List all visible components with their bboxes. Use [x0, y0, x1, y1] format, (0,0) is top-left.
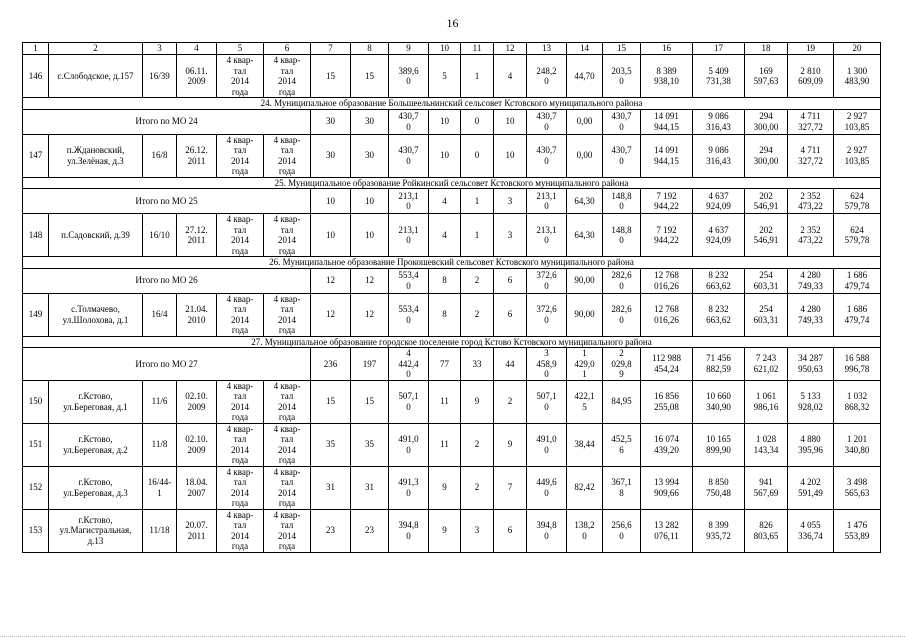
data-cell-col-5: 4 квар- тал 2014 года — [217, 55, 264, 98]
total-cell-col-9: 213,1 0 — [389, 189, 429, 214]
row-153 — [23, 509, 881, 552]
data-cell-col-9: 430,7 0 — [389, 134, 429, 177]
data-cell-col-18: 826 803,65 — [745, 509, 788, 552]
data-cell-col-10: 8 — [429, 293, 461, 336]
total-cell-col-15: 282,6 0 — [603, 268, 641, 293]
data-cell-col-15: 430,7 0 — [603, 134, 641, 177]
data-cell-col-13: 491,0 0 — [527, 423, 567, 466]
total-cell-col-10: 10 — [429, 109, 461, 134]
data-cell-col-15: 84,95 — [603, 380, 641, 423]
section-heading: 25. Муниципальное образование Ройкинский сельсовет Кстовского муниципального района — [23, 177, 881, 189]
data-cell-col-4: 18.04. 2007 — [177, 466, 217, 509]
row-152 — [23, 466, 881, 509]
data-cell-col-7: 15 — [311, 55, 351, 98]
total-cell-col-16: 14 091 944,15 — [641, 109, 693, 134]
data-cell-col-5: 4 квар- тал 2014 года — [217, 380, 264, 423]
data-cell-col-14: 64,30 — [567, 214, 603, 257]
data-cell-col-11: 9 — [461, 380, 494, 423]
data-cell-col-11: 2 — [461, 466, 494, 509]
total-cell-col-13: 3 458,9 0 — [527, 348, 567, 381]
data-cell-col-4: 27.12. 2011 — [177, 214, 217, 257]
data-cell-col-7: 35 — [311, 423, 351, 466]
total-cell-col-9: 553,4 0 — [389, 268, 429, 293]
data-cell-col-16: 13 282 076,11 — [641, 509, 693, 552]
row-151 — [23, 423, 881, 466]
row-150 — [23, 380, 881, 423]
data-cell-col-17: 10 165 899,90 — [693, 423, 745, 466]
table-body — [23, 43, 881, 553]
total-cell-col-7: 10 — [311, 189, 351, 214]
data-cell-col-16: 8 389 938,10 — [641, 55, 693, 98]
address-cell: с.Толмачево, ул.Шолохова, д.1 — [49, 293, 143, 336]
total-label: Итого по МО 27 — [23, 348, 311, 381]
total-cell-col-19: 4 711 327,72 — [788, 109, 834, 134]
total-cell-col-19: 2 352 473,22 — [788, 189, 834, 214]
row-number-cell: 153 — [23, 509, 49, 552]
data-cell-col-7: 23 — [311, 509, 351, 552]
data-cell-col-18: 169 597,63 — [745, 55, 788, 98]
data-cell-col-12: 9 — [494, 423, 527, 466]
data-cell-col-6: 4 квар- тал 2014 года — [264, 423, 311, 466]
data-cell-col-5: 4 квар- тал 2014 года — [217, 293, 264, 336]
data-cell-col-17: 4 637 924,09 — [693, 214, 745, 257]
address-cell: п.Садовский, д.39 — [49, 214, 143, 257]
data-cell-col-20: 1 300 483,90 — [834, 55, 881, 98]
data-cell-col-13: 394,8 0 — [527, 509, 567, 552]
data-cell-col-6: 4 квар- тал 2014 года — [264, 293, 311, 336]
data-cell-col-10: 4 — [429, 214, 461, 257]
data-cell-col-19: 4 711 327,72 — [788, 134, 834, 177]
data-cell-col-3: 11/6 — [143, 380, 177, 423]
data-cell-col-12: 3 — [494, 214, 527, 257]
data-cell-col-10: 9 — [429, 466, 461, 509]
total-cell-col-18: 202 546,91 — [745, 189, 788, 214]
data-cell-col-7: 10 — [311, 214, 351, 257]
row-147 — [23, 134, 881, 177]
total-cell-col-8: 12 — [351, 268, 389, 293]
row-146 — [23, 55, 881, 98]
total-cell-col-10: 8 — [429, 268, 461, 293]
data-cell-col-19: 2 810 609,09 — [788, 55, 834, 98]
section-heading: 24. Муниципальное образование Большеельнинский сельсовет Кстовского муниципального района — [23, 98, 881, 110]
data-cell-col-10: 10 — [429, 134, 461, 177]
data-cell-col-12: 10 — [494, 134, 527, 177]
total-cell-col-16: 7 192 944,22 — [641, 189, 693, 214]
data-cell-col-3: 16/10 — [143, 214, 177, 257]
data-cell-col-14: 0,00 — [567, 134, 603, 177]
data-cell-col-13: 248,2 0 — [527, 55, 567, 98]
data-cell-col-14: 90,00 — [567, 293, 603, 336]
total-cell-col-17: 8 232 663,62 — [693, 268, 745, 293]
row-number-cell: 152 — [23, 466, 49, 509]
row-number-cell: 147 — [23, 134, 49, 177]
data-cell-col-18: 941 567,69 — [745, 466, 788, 509]
total-cell-col-17: 71 456 882,59 — [693, 348, 745, 381]
total-cell-col-12: 3 — [494, 189, 527, 214]
data-cell-col-20: 2 927 103,85 — [834, 134, 881, 177]
data-cell-col-16: 14 091 944,15 — [641, 134, 693, 177]
data-cell-col-3: 16/8 — [143, 134, 177, 177]
data-cell-col-8: 15 — [351, 380, 389, 423]
data-cell-col-14: 138,2 0 — [567, 509, 603, 552]
total-cell-col-8: 10 — [351, 189, 389, 214]
total-label: Итого по МО 26 — [23, 268, 311, 293]
data-cell-col-5: 4 квар- тал 2014 года — [217, 509, 264, 552]
data-cell-col-4: 02.10. 2009 — [177, 423, 217, 466]
total-cell-col-14: 1 429,0 1 — [567, 348, 603, 381]
data-cell-col-13: 449,6 0 — [527, 466, 567, 509]
total-cell-col-12: 44 — [494, 348, 527, 381]
total-cell-col-13: 430,7 0 — [527, 109, 567, 134]
row-number-cell: 151 — [23, 423, 49, 466]
data-cell-col-18: 294 300,00 — [745, 134, 788, 177]
data-cell-col-19: 4 202 591,49 — [788, 466, 834, 509]
data-cell-col-9: 553,4 0 — [389, 293, 429, 336]
address-cell: с.Слободское, д.157 — [49, 55, 143, 98]
data-cell-col-8: 31 — [351, 466, 389, 509]
data-cell-col-7: 12 — [311, 293, 351, 336]
section-24 — [23, 98, 881, 110]
address-cell: г.Кстово, ул.Береговая, д.3 — [49, 466, 143, 509]
data-cell-col-15: 367,1 8 — [603, 466, 641, 509]
column-number-1: 1 — [23, 43, 49, 55]
data-cell-col-15: 256,6 0 — [603, 509, 641, 552]
total-label: Итого по МО 24 — [23, 109, 311, 134]
data-cell-col-19: 2 352 473,22 — [788, 214, 834, 257]
column-number-12: 12 — [494, 43, 527, 55]
data-cell-col-19: 5 133 928,02 — [788, 380, 834, 423]
data-cell-col-6: 4 квар- тал 2014 года — [264, 134, 311, 177]
column-number-5: 5 — [217, 43, 264, 55]
total-cell-col-11: 0 — [461, 109, 494, 134]
data-cell-col-17: 8 850 750,48 — [693, 466, 745, 509]
data-cell-col-20: 1 476 553,89 — [834, 509, 881, 552]
total-cell-col-10: 77 — [429, 348, 461, 381]
total-cell-col-9: 430,7 0 — [389, 109, 429, 134]
column-number-13: 13 — [527, 43, 567, 55]
total-cell-col-13: 372,6 0 — [527, 268, 567, 293]
data-cell-col-19: 4 055 336,74 — [788, 509, 834, 552]
total-mo-24 — [23, 109, 881, 134]
data-cell-col-8: 10 — [351, 214, 389, 257]
column-number-17: 17 — [693, 43, 745, 55]
row-149 — [23, 293, 881, 336]
address-cell: г.Кстово, ул.Магистральная, д.13 — [49, 509, 143, 552]
data-cell-col-18: 1 061 986,16 — [745, 380, 788, 423]
data-cell-col-11: 1 — [461, 214, 494, 257]
data-cell-col-3: 11/18 — [143, 509, 177, 552]
section-25 — [23, 177, 881, 189]
page-number: 16 — [446, 16, 459, 30]
total-mo-25 — [23, 189, 881, 214]
data-cell-col-16: 16 074 439,20 — [641, 423, 693, 466]
data-cell-col-9: 213,1 0 — [389, 214, 429, 257]
data-cell-col-14: 422,1 5 — [567, 380, 603, 423]
total-cell-col-7: 30 — [311, 109, 351, 134]
column-number-10: 10 — [429, 43, 461, 55]
data-cell-col-15: 452,5 6 — [603, 423, 641, 466]
total-cell-col-14: 0,00 — [567, 109, 603, 134]
total-cell-col-7: 12 — [311, 268, 351, 293]
column-number-7: 7 — [311, 43, 351, 55]
row-148 — [23, 214, 881, 257]
data-cell-col-15: 148,8 0 — [603, 214, 641, 257]
data-cell-col-4: 02.10. 2009 — [177, 380, 217, 423]
data-cell-col-15: 282,6 0 — [603, 293, 641, 336]
data-cell-col-5: 4 квар- тал 2014 года — [217, 423, 264, 466]
total-cell-col-20: 16 588 996,78 — [834, 348, 881, 381]
total-cell-col-13: 213,1 0 — [527, 189, 567, 214]
data-cell-col-17: 8 399 935,72 — [693, 509, 745, 552]
data-cell-col-9: 394,8 0 — [389, 509, 429, 552]
data-cell-col-7: 31 — [311, 466, 351, 509]
data-cell-col-20: 3 498 565,63 — [834, 466, 881, 509]
column-number-9: 9 — [389, 43, 429, 55]
data-cell-col-6: 4 квар- тал 2014 года — [264, 509, 311, 552]
column-number-row — [23, 43, 881, 55]
data-cell-col-4: 26.12. 2011 — [177, 134, 217, 177]
data-cell-col-12: 4 — [494, 55, 527, 98]
total-cell-col-19: 4 280 749,33 — [788, 268, 834, 293]
column-number-6: 6 — [264, 43, 311, 55]
total-cell-col-12: 10 — [494, 109, 527, 134]
total-cell-col-16: 12 768 016,26 — [641, 268, 693, 293]
data-cell-col-7: 30 — [311, 134, 351, 177]
data-cell-col-11: 3 — [461, 509, 494, 552]
housing-table — [22, 42, 881, 553]
data-cell-col-16: 12 768 016,26 — [641, 293, 693, 336]
column-number-11: 11 — [461, 43, 494, 55]
data-cell-col-14: 38,44 — [567, 423, 603, 466]
data-cell-col-9: 491,0 0 — [389, 423, 429, 466]
total-cell-col-20: 1 686 479,74 — [834, 268, 881, 293]
section-26 — [23, 257, 881, 269]
data-cell-col-4: 21.04. 2010 — [177, 293, 217, 336]
data-cell-col-17: 9 086 316,43 — [693, 134, 745, 177]
total-cell-col-19: 34 287 950,63 — [788, 348, 834, 381]
data-cell-col-5: 4 квар- тал 2014 года — [217, 214, 264, 257]
data-cell-col-10: 9 — [429, 509, 461, 552]
column-number-15: 15 — [603, 43, 641, 55]
total-cell-col-20: 2 927 103,85 — [834, 109, 881, 134]
total-mo-26 — [23, 268, 881, 293]
data-cell-col-11: 2 — [461, 293, 494, 336]
data-cell-col-17: 5 409 731,38 — [693, 55, 745, 98]
data-cell-col-11: 2 — [461, 423, 494, 466]
data-cell-col-12: 6 — [494, 293, 527, 336]
total-cell-col-17: 4 637 924,09 — [693, 189, 745, 214]
data-cell-col-20: 1 032 868,32 — [834, 380, 881, 423]
section-27 — [23, 336, 881, 348]
data-cell-col-18: 202 546,91 — [745, 214, 788, 257]
column-number-4: 4 — [177, 43, 217, 55]
total-label: Итого по МО 25 — [23, 189, 311, 214]
total-cell-col-18: 254 603,31 — [745, 268, 788, 293]
data-cell-col-3: 16/44- 1 — [143, 466, 177, 509]
data-cell-col-18: 254 603,31 — [745, 293, 788, 336]
data-cell-col-6: 4 квар- тал 2014 года — [264, 466, 311, 509]
data-cell-col-16: 16 856 255,08 — [641, 380, 693, 423]
data-cell-col-9: 507,1 0 — [389, 380, 429, 423]
column-number-14: 14 — [567, 43, 603, 55]
total-cell-col-7: 236 — [311, 348, 351, 381]
column-number-18: 18 — [745, 43, 788, 55]
data-cell-col-16: 13 994 909,66 — [641, 466, 693, 509]
total-mo-27 — [23, 348, 881, 381]
data-cell-col-13: 213,1 0 — [527, 214, 567, 257]
data-cell-col-6: 4 квар- тал 2014 года — [264, 380, 311, 423]
column-number-2: 2 — [49, 43, 143, 55]
data-cell-col-20: 624 579,78 — [834, 214, 881, 257]
data-cell-col-18: 1 028 143,34 — [745, 423, 788, 466]
total-cell-col-14: 64,30 — [567, 189, 603, 214]
data-cell-col-16: 7 192 944,22 — [641, 214, 693, 257]
row-number-cell: 150 — [23, 380, 49, 423]
total-cell-col-18: 7 243 621,02 — [745, 348, 788, 381]
data-cell-col-13: 430,7 0 — [527, 134, 567, 177]
total-cell-col-15: 148,8 0 — [603, 189, 641, 214]
data-cell-col-8: 35 — [351, 423, 389, 466]
data-cell-col-7: 15 — [311, 380, 351, 423]
data-cell-col-8: 30 — [351, 134, 389, 177]
total-cell-col-11: 1 — [461, 189, 494, 214]
data-cell-col-5: 4 квар- тал 2014 года — [217, 134, 264, 177]
total-cell-col-10: 4 — [429, 189, 461, 214]
data-cell-col-5: 4 квар- тал 2014 года — [217, 466, 264, 509]
section-heading: 26. Муниципальное образование Прокошевский сельсовет Кстовского муниципального района — [23, 257, 881, 269]
total-cell-col-18: 294 300,00 — [745, 109, 788, 134]
total-cell-col-17: 9 086 316,43 — [693, 109, 745, 134]
row-number-cell: 148 — [23, 214, 49, 257]
column-number-19: 19 — [788, 43, 834, 55]
data-cell-col-6: 4 квар- тал 2014 года — [264, 214, 311, 257]
total-cell-col-20: 624 579,78 — [834, 189, 881, 214]
data-cell-col-13: 372,6 0 — [527, 293, 567, 336]
data-cell-col-12: 6 — [494, 509, 527, 552]
total-cell-col-8: 30 — [351, 109, 389, 134]
total-cell-col-12: 6 — [494, 268, 527, 293]
data-cell-col-20: 1 686 479,74 — [834, 293, 881, 336]
section-heading: 27. Муниципальное образование городское поселение город Кстово Кстовского муниципального района — [23, 336, 881, 348]
total-cell-col-14: 90,00 — [567, 268, 603, 293]
data-cell-col-6: 4 квар- тал 2014 года — [264, 55, 311, 98]
column-number-16: 16 — [641, 43, 693, 55]
data-cell-col-17: 10 660 340,90 — [693, 380, 745, 423]
column-number-20: 20 — [834, 43, 881, 55]
data-cell-col-10: 11 — [429, 423, 461, 466]
data-cell-col-3: 11/8 — [143, 423, 177, 466]
total-cell-col-11: 2 — [461, 268, 494, 293]
column-number-3: 3 — [143, 43, 177, 55]
data-cell-col-10: 11 — [429, 380, 461, 423]
total-cell-col-11: 33 — [461, 348, 494, 381]
address-cell: г.Кстово, ул.Береговая, д.1 — [49, 380, 143, 423]
row-number-cell: 146 — [23, 55, 49, 98]
data-cell-col-9: 491,3 0 — [389, 466, 429, 509]
data-cell-col-19: 4 280 749,33 — [788, 293, 834, 336]
data-cell-col-8: 23 — [351, 509, 389, 552]
total-cell-col-15: 430,7 0 — [603, 109, 641, 134]
data-cell-col-19: 4 880 395,96 — [788, 423, 834, 466]
data-cell-col-20: 1 201 340,80 — [834, 423, 881, 466]
data-cell-col-12: 7 — [494, 466, 527, 509]
data-cell-col-4: 06.11. 2009 — [177, 55, 217, 98]
data-cell-col-13: 507,1 0 — [527, 380, 567, 423]
row-number-cell: 149 — [23, 293, 49, 336]
address-cell: п.Ждановский, ул.Зелёная, д.3 — [49, 134, 143, 177]
page-bottom-edge — [0, 636, 905, 637]
data-cell-col-3: 16/4 — [143, 293, 177, 336]
column-number-8: 8 — [351, 43, 389, 55]
data-cell-col-4: 20.07. 2011 — [177, 509, 217, 552]
data-cell-col-15: 203,5 0 — [603, 55, 641, 98]
data-cell-col-14: 82,42 — [567, 466, 603, 509]
data-cell-col-17: 8 232 663,62 — [693, 293, 745, 336]
data-cell-col-3: 16/39 — [143, 55, 177, 98]
total-cell-col-8: 197 — [351, 348, 389, 381]
data-cell-col-11: 1 — [461, 55, 494, 98]
total-cell-col-9: 4 442,4 0 — [389, 348, 429, 381]
data-cell-col-8: 15 — [351, 55, 389, 98]
data-cell-col-9: 389,6 0 — [389, 55, 429, 98]
data-cell-col-10: 5 — [429, 55, 461, 98]
data-cell-col-8: 12 — [351, 293, 389, 336]
data-cell-col-14: 44,70 — [567, 55, 603, 98]
address-cell: г.Кстово, ул.Береговая, д.2 — [49, 423, 143, 466]
data-cell-col-12: 2 — [494, 380, 527, 423]
total-cell-col-16: 112 988 454,24 — [641, 348, 693, 381]
data-cell-col-11: 0 — [461, 134, 494, 177]
total-cell-col-15: 2 029,8 9 — [603, 348, 641, 381]
